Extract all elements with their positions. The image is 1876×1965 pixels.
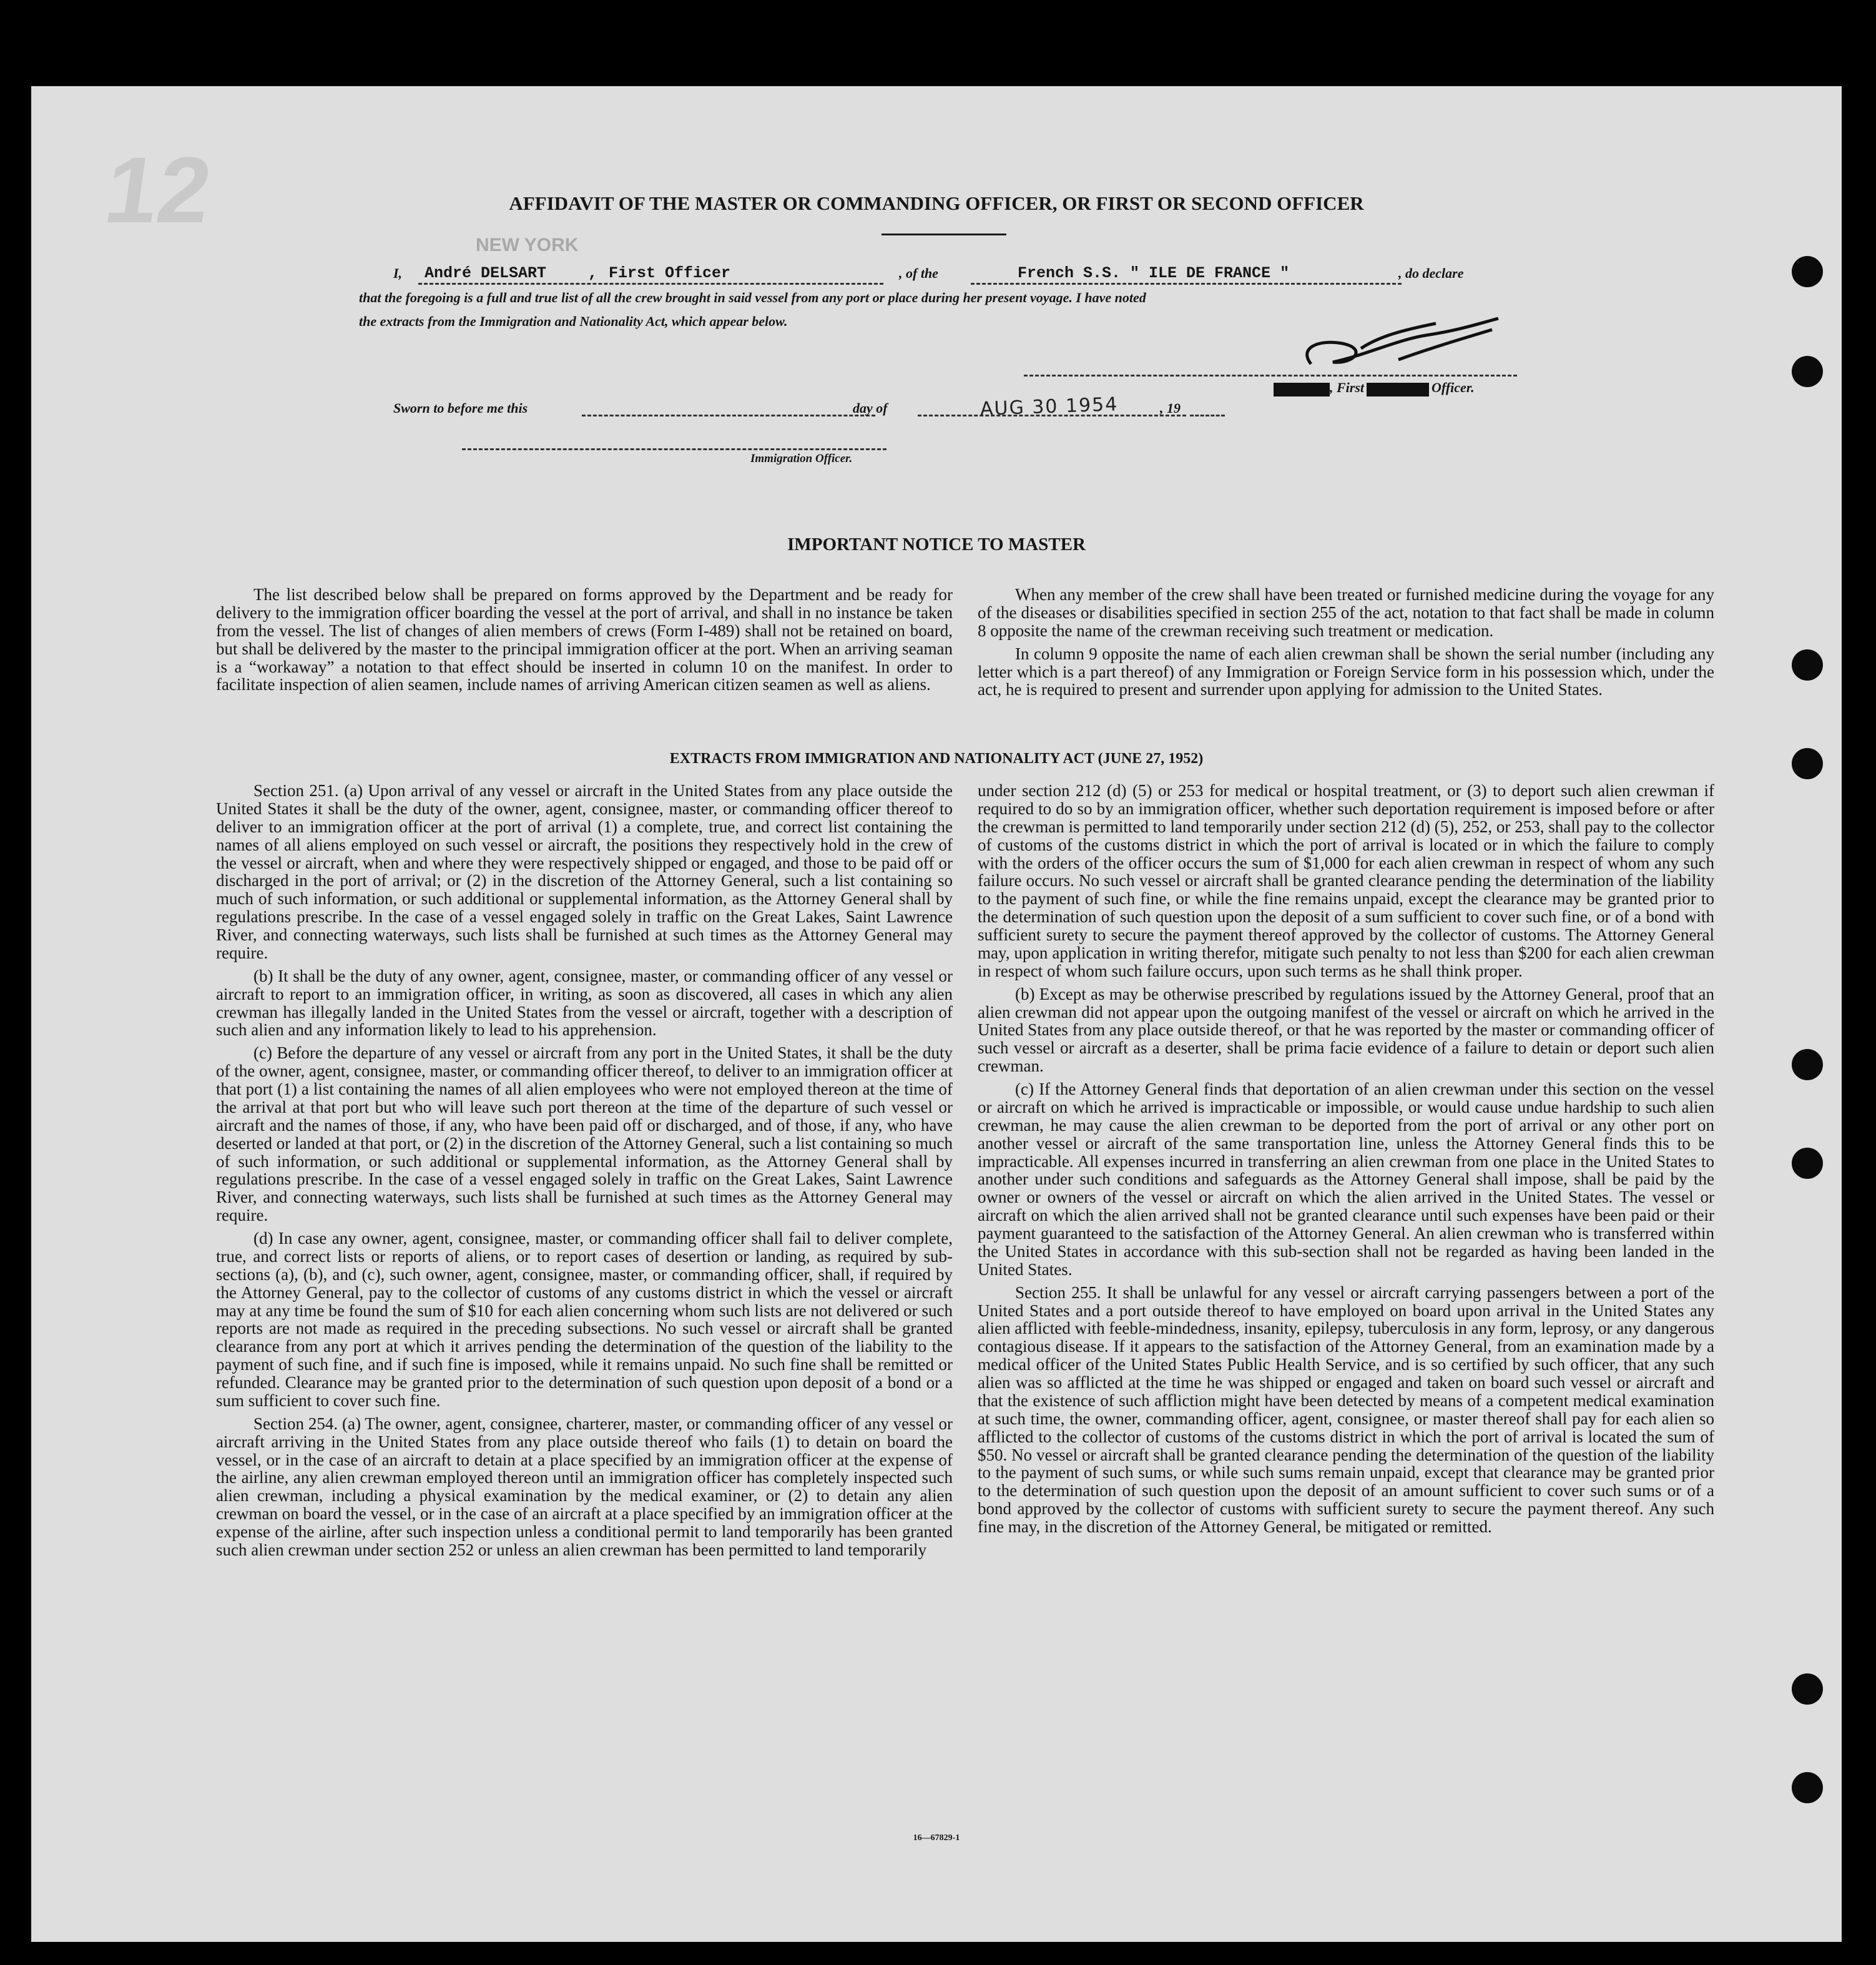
immigration-officer-line — [462, 448, 886, 450]
extracts-right-column — [978, 782, 1714, 1536]
date-stamp: AUG 30 1954 — [980, 393, 1119, 420]
section-254-c: (c) If the Attorney General finds that deportation of an alien crewman under this section on the vessel or aircraft on which he arrived is impracticable or impossible, or would cause undue hardship to such alien crewman, he may cause the alien crewman to be deported from the port of arrival or any other port on another vessel or aircraft of the same transportation line, unless the Attorney General finds this to be impracticable. All expenses incurred in transferring an alien crewman from one place in the United States to another under such conditions and safeguards as the Attorney General shall impose, shall be paid by the owner or owners of the vessel or aircraft on which the alien arrived in the United States. The vessel or aircraft on which the alien arrived shall not be granted clearance until such expenses have been paid or their payment guaranteed to the satisfaction of the Attorney General. An alien crewman who is transferred within the United States in accordance with this sub-section shall not be regarded as having been landed in the United States. — [978, 1080, 1714, 1279]
declaration-line-2: that the foregoing is a full and true list of all the crew brought in said vessel from any port or place during her present voyage. I have noted — [359, 290, 1146, 305]
section-251-a: Section 251. (a) Upon arrival of any vessel or aircraft in the United States from any place outside the United States it shall be the duty of the owner, agent, consignee, master, or commanding officer thereof to deliver to an immigration officer at the port of arrival (1) a complete, true, and correct list containing the names of all aliens employed on such vessel or aircraft, the positions they respectively hold in the crew of the vessel or aircraft, when and where they were respectively shipped or engaged, and those to be paid off or discharged in the port of arrival; or (2) in the discretion of the Attorney General, such a list containing so much of such information, or such additional or supplemental information, as the Attorney General shall by regulations prescribe. In the case of a vessel engaged solely in traffic on the Great Lakes, Saint Lawrence River, and connecting waterways, such lists shall be furnished at such times as the Attorney General may require. — [216, 781, 953, 962]
declaration-line-3: the extracts from the Immigration and Nationality Act, which appear below. — [359, 313, 788, 329]
section-255: Section 255. It shall be unlawful for any vessel or aircraft carrying passengers between a port of the United States and a port outside thereof to have employed on board upon arrival in the United States any alien afflicted with feeble-mindedness, insanity, epilepsy, tuberculosis in any form, leprosy, or any dangerous contagious disease. If it appears to the satisfaction of the Attorney General, from an examination made by a medical officer of the United States Public Health Service, and is so certified by such officer, that any such alien was so afflicted at the time he was shipped or engaged and taken on board such vessel or aircraft and that the existence of such affliction might have been detected by means of a competent medical examination at such time, the owner, commanding officer, agent, consignee, or master thereof shall pay for each alien so afflicted to the collector of customs of the customs district in which the port of arrival is located the sum of $50. No vessel or aircraft shall be granted clearance pending the determination of the question of the liability to the payment of such sums, or while such sums remain unpaid, except that clearance may be granted prior to the determination of such question upon the deposit of an amount sufficient to cover such sums or of a bond approved by the collector of customs with sufficient surety to secure the payment thereof. Any such fine may, in the discretion of the Attorney General, be mitigated or remitted. — [978, 1283, 1714, 1536]
name-separator: , — [588, 264, 598, 282]
section-254-b: (b) Except as may be otherwise prescribed by regulations issued by the Attorney General, proof that an alien crewman did not appear upon the outgoing manifest of the vessel or aircraft on which he arrived in the United States from any place outside thereof, or that he was reported by the master or commanding officer of such vessel or aircraft as a deserter, shall be prima facie evidence of a failure to detain or deport such alien crewman. — [978, 984, 1714, 1076]
binder-hole — [1792, 649, 1823, 681]
binder-hole — [1792, 1148, 1823, 1179]
title-underline — [882, 234, 1006, 235]
i-label: I, — [393, 265, 403, 281]
officer-rank: First Officer — [609, 264, 731, 282]
do-declare-label: , do declare — [1398, 265, 1464, 281]
notice-left-column — [216, 586, 953, 694]
of-the-label: , of the — [899, 265, 938, 281]
binder-hole — [1792, 356, 1823, 387]
caption-first: , First — [1330, 380, 1365, 395]
caption-officer: Officer. — [1432, 380, 1475, 395]
year-label: , 19 — [1160, 400, 1181, 416]
notice-left-text: The list described below shall be prepared on forms approved by the Department and be ready for delivery to the immigration officer boarding the vessel at the port of arrival, and shall in no instance be taken from the vessel. The list of changes of alien members of crews (Form I-489) shall not be retained on board, but shall be delivered by the master to the principal immigration officer at the port. When an arriving seaman is a “workaway” a notation to that effect should be inserted in column 10 on the manifest. In order to facilitate inspection of alien seamen, include names of arriving American citizen seamen as well as aliens. — [216, 585, 953, 694]
extracts-left-column — [216, 782, 953, 1559]
ghost-page-number: 12 — [99, 137, 218, 242]
form-number: 16—67829-1 — [913, 1833, 960, 1843]
ghost-stamp: NEW YORK — [476, 235, 579, 255]
signature — [1274, 305, 1523, 380]
section-254-a-cont: under section 212 (d) (5) or 253 for medical or hospital treatment, or (3) to deport such alien crewman if required to do so by an immigration officer, whether such deportation requirement is imposed before or after the crewman is permitted to land temporarily under section 212 (d) (5), 252, or 253, shall pay to the collector of customs of the customs district in which the port of arrival is located or in which the failure to comply with the orders of the officer occurs the sum of $1,000 for each alien crewman in respect of whom any such failure occurs. No such vessel or aircraft shall be granted clearance pending the determination of the liability to the payment of such fine, or while the fine remains unpaid, except the clearance may be granted prior to the determination of such question upon the deposit of a sum sufficient to cover such fine, or of a bond with sufficient surety to secure the payment thereof approved by the collector of customs. The Attorney General may, upon application in writing therefor, mitigate such penalty to not less than $200 for each alien crewman in respect of whom such failure occurs, upon such terms as he shall think proper. — [978, 781, 1714, 980]
section-251-c: (c) Before the departure of any vessel or aircraft from any port in the United States, it shall be the duty of the owner, agent, consignee, master, or commanding officer thereof, to deliver to an immigration officer at that port (1) a list containing the names of all alien employees who were not employed thereon at the time of the arrival at that port but who will leave such port thereon at the time of the departure of such vessel or aircraft and the names of those, if any, who have been paid off or discharged, and of those, if any, who have deserted or landed at that port, or (2) in the discretion of the Attorney General, such a list containing so much of such information, or such additional or supplemental information, as the Attorney General shall by regulations prescribe. In the case of a vessel engaged solely in traffic on the Great Lakes, Saint Lawrence River, and connecting waterways, such lists shall be furnished at such times as the Attorney General may require. — [216, 1043, 953, 1225]
immigration-officer-label: Immigration Officer. — [750, 452, 853, 465]
section-254-a: Section 254. (a) The owner, agent, consignee, charterer, master, or commanding officer of any vessel or aircraft arriving in the United States from any place outside thereof who fails (1) to detain on board the vessel, or in the case of an aircraft to detain at a place specified by an immigration officer at the expense of the airline, any alien crewman employed thereon until an immigration officer has completely inspected such alien crewman, including a physical examination by the medical examiner, or (2) to detain any alien crewman on board the vessel, or in the case of an aircraft at a place specified by an immigration officer at the expense of the airline, after such inspection unless a conditional permit to land temporarily has been granted such alien crewman under section 252 or unless an alien crewman has been permitted to land temporarily — [216, 1414, 953, 1559]
extracts-title: EXTRACTS FROM IMMIGRATION AND NATIONALITY ACT (JUNE 27, 1952) — [669, 751, 1204, 767]
binder-hole — [1792, 1049, 1823, 1080]
section-251-d: (d) In case any owner, agent, consignee, master, or commanding officer shall fail to deliver complete, true, and correct lists or reports of aliens, or to report cases of desertion or landing, as required by sub-sections (a), (b), and (c), such owner, agent, consignee, master, or commanding officer, shall, if required by the Attorney General, pay to the collector of customs of any customs district in which the vessel or aircraft may at any time be found the sum of $10 for each alien concerning whom such lists are not delivered or such reports are not made as required in the preceding subsections. No such vessel or aircraft shall be granted clearance from any port at which it arrives pending the determination of the question of the liability to the payment of such fine, and if such fine is imposed, while it remains unpaid. No such fine shall be remitted or refunded. Clearance may be granted prior to the determination of such question upon deposit of a bond or a sum sufficient to cover such fine. — [216, 1229, 953, 1410]
sworn-label: Sworn to before me this — [393, 400, 528, 416]
declaration-line-1 — [393, 264, 1567, 285]
vessel-name: French S.S. " ILE DE FRANCE " — [1018, 264, 1290, 282]
day-of-label: day of — [853, 400, 888, 416]
officer-name: André DELSART — [425, 264, 547, 282]
notice-right-text-1: When any member of the crew shall have been treated or furnished medicine during the voyage for any of the diseases or disabilities specified in section 255 of the act, notation to that fact shall be made in column 8 opposite the name of the crewman receiving such treatment or medication. — [978, 585, 1714, 640]
binder-hole — [1792, 256, 1823, 287]
signature-line — [1024, 375, 1517, 377]
binder-hole — [1792, 1673, 1823, 1705]
notice-right-column — [978, 586, 1714, 699]
section-251-b: (b) It shall be the duty of any owner, agent, consignee, master, or commanding officer of any vessel or aircraft to report to an immigration officer, in writing, as soon as discovered, all cases in which any alien crewman has illegally landed in the United States from the vessel or aircraft, together with a description of such alien and any information likely to lead to his apprehension. — [216, 966, 953, 1040]
binder-hole — [1792, 1772, 1823, 1803]
document-page — [31, 86, 1842, 1942]
signature-caption — [1274, 380, 1475, 396]
notice-right-text-2: In column 9 opposite the name of each alien crewman shall be shown the serial number (including any letter which is a part thereof) of any Immigration or Foreign Service form in his possession which, under the act, he is required to present and surrender upon applying for admission to the United States. — [978, 644, 1714, 699]
affidavit-title: AFFIDAVIT OF THE MASTER OR COMMANDING OFFICER, OR FIRST OR SECOND OFFICER — [509, 192, 1364, 214]
notice-title: IMPORTANT NOTICE TO MASTER — [787, 534, 1086, 554]
